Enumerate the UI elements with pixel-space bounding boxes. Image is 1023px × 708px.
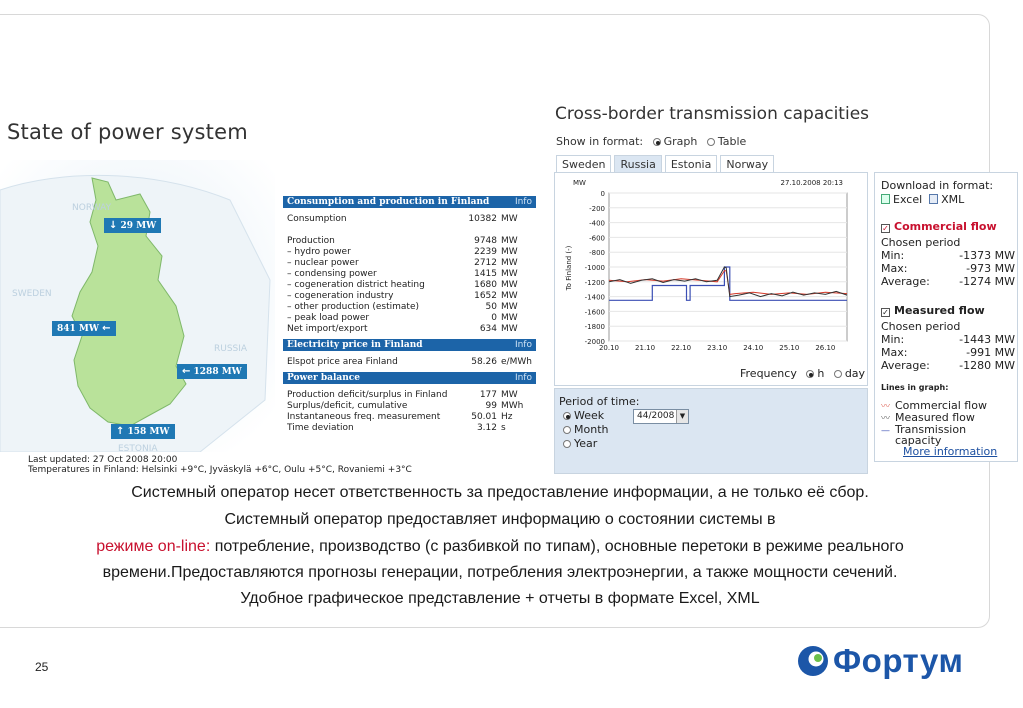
flow-value-sweden: 841 MW	[57, 324, 99, 334]
flow-value-norway: 29 MW	[120, 221, 157, 231]
table-section-title: Consumption and production in Finland	[287, 197, 490, 207]
measured-max-value: -991 MW	[966, 346, 1015, 359]
table-cell-label: – nuclear power	[287, 258, 359, 268]
fortum-logo	[795, 642, 963, 680]
table-cell-unit	[497, 225, 535, 236]
graph-panel	[554, 172, 868, 386]
frequency-label: Frequency	[740, 367, 797, 380]
table-row	[283, 357, 536, 368]
black-line-icon: 〰	[881, 414, 891, 424]
table-cell-value: 2239	[474, 247, 497, 257]
info-link[interactable]: Info	[514, 373, 532, 383]
freq-day-label[interactable]: day	[844, 367, 866, 380]
freq-day-radio[interactable]	[834, 370, 842, 378]
tab-russia[interactable]: Russia	[614, 155, 661, 172]
table-row	[283, 412, 536, 423]
xml-file-icon[interactable]	[929, 194, 938, 204]
commercial-min-value: -1373 MW	[959, 249, 1015, 262]
table-cell-unit: MW	[501, 313, 518, 323]
y-tick-label: -200	[589, 204, 605, 213]
legend-capacity-label-1: Transmission	[895, 423, 967, 436]
table-row	[283, 423, 536, 434]
y-tick-label: -1200	[584, 278, 605, 287]
fortum-logo-text: Фортум	[833, 642, 964, 679]
table-cell-label: Surplus/deficit, cumulative	[287, 401, 408, 411]
table-cell-label: Net import/export	[287, 324, 368, 334]
table-cell-label: Production	[287, 236, 335, 246]
commercial-min-row	[881, 249, 1015, 262]
download-xml-link[interactable]: XML	[941, 193, 965, 206]
table-row	[283, 247, 536, 258]
format-graph-radio[interactable]	[653, 138, 661, 146]
table-row	[283, 280, 536, 291]
y-tick-label: -800	[589, 249, 605, 258]
flow-badge-estonia	[111, 424, 175, 439]
period-week-radio[interactable]	[563, 412, 571, 420]
table-cell-unit: MW	[501, 291, 518, 301]
period-panel	[554, 388, 868, 474]
checkbox-checked-icon[interactable]: ✓	[882, 308, 889, 317]
table-cell-label: Instantaneous freq. measurement	[287, 412, 441, 422]
table-cell-unit: s	[501, 423, 506, 433]
commercial-avg-row	[881, 275, 1015, 288]
x-tick-label: 20.10	[598, 344, 620, 352]
table-cell-label: – cogeneration industry	[287, 291, 394, 301]
arrow-down-icon: ↓	[109, 220, 118, 231]
period-year-radio[interactable]	[563, 440, 571, 448]
period-month-radio[interactable]	[563, 426, 571, 434]
table-row	[283, 302, 536, 313]
table-cell-value: 1680	[474, 280, 497, 290]
x-tick-label: 21.10	[635, 344, 656, 352]
slide-text-line-5: Удобное графическое представление + отчеты в формате Excel, XML	[240, 590, 760, 607]
table-row	[283, 225, 536, 236]
frequency-row	[740, 367, 865, 380]
excel-file-icon[interactable]	[881, 194, 890, 204]
legend-measured-label: Measured flow	[895, 411, 975, 424]
table-cell-value: 9748	[474, 236, 497, 246]
table-row	[283, 269, 536, 280]
map-label-russia: RUSSIA	[214, 344, 248, 354]
country-tabs	[556, 155, 774, 172]
info-link[interactable]: Info	[514, 340, 532, 350]
period-year-option[interactable]	[557, 437, 597, 450]
measured-avg-row	[881, 359, 1015, 372]
slide-text-line-3-rest: потребление, производство (с разбивкой по типам), основные перетоки в режиме реального	[210, 538, 904, 555]
table-cell-unit: MW	[501, 214, 518, 224]
y-tick-label: -600	[589, 234, 605, 243]
measured-min-row	[881, 333, 1015, 346]
x-tick-label: 25.10	[779, 344, 800, 352]
lines-in-graph-title: Lines in graph:	[881, 383, 949, 392]
table-row	[283, 324, 536, 335]
arrow-left-icon: ←	[102, 323, 111, 334]
measured-flow-label[interactable]: Measured flow	[894, 304, 985, 317]
y-tick-label: -2000	[584, 338, 605, 346]
table-cell-unit: MW	[501, 247, 518, 257]
y-tick-label: -1000	[584, 264, 605, 272]
temperatures-text: Temperatures in Finland: Helsinki +9°C, Jyväskylä +6°C, Oulu +5°C, Rovaniemi +3°C	[28, 465, 412, 475]
table-row	[283, 258, 536, 269]
slide-text-line-3	[20, 538, 980, 556]
page-number: 25	[35, 660, 49, 674]
table-cell-value: 0	[491, 313, 497, 323]
table-cell-value: 177	[479, 390, 497, 400]
table-cell-label: – condensing power	[287, 269, 377, 279]
map-label-sweden: SWEDEN	[12, 289, 52, 299]
table-cell-label: Elspot price area Finland	[287, 357, 398, 367]
period-week-label[interactable]: Week	[574, 409, 605, 422]
table-cell-unit: MW	[501, 390, 518, 400]
download-excel-link[interactable]: Excel	[893, 193, 923, 206]
table-section-title: Electricity price in Finland	[287, 340, 423, 350]
arrow-left-icon: ←	[182, 366, 191, 377]
table-row	[283, 401, 536, 412]
table-row	[283, 390, 536, 401]
table-cell-value: 1415	[474, 269, 497, 279]
table-cell-unit: MWh	[501, 401, 524, 411]
last-updated-text: Last updated: 27 Oct 2008 20:00	[28, 455, 178, 465]
measured-min-value: -1443 MW	[959, 333, 1015, 346]
commercial-max-value: -973 MW	[966, 262, 1015, 275]
table-cell-value: 634	[479, 324, 497, 334]
x-tick-label: 24.10	[743, 344, 764, 352]
min-label: Min:	[881, 249, 905, 262]
flow-badge-russia	[177, 364, 247, 379]
measured-avg-value: -1280 MW	[959, 359, 1015, 372]
table-cell-unit: MW	[501, 258, 518, 268]
measured-max-row	[881, 346, 1015, 359]
week-select[interactable]	[633, 409, 689, 424]
y-unit-label: MW	[573, 179, 586, 187]
table-cell-label: – peak load power	[287, 313, 370, 323]
commercial-flow-toggle[interactable]	[881, 220, 997, 233]
table-section-header	[283, 372, 536, 384]
table-cell-unit: MW	[501, 236, 518, 246]
table-cell-unit: MW	[501, 269, 518, 279]
table-cell-unit: MW	[501, 280, 518, 290]
period-month-option[interactable]	[557, 423, 608, 436]
commercial-chosen-period: Chosen period	[881, 236, 961, 249]
format-table-radio[interactable]	[707, 138, 715, 146]
online-accent-text: режиме on-line:	[96, 538, 211, 555]
period-title: Period of time:	[559, 395, 640, 408]
max-label: Max:	[881, 346, 908, 359]
slide-text-line-2: Системный оператор предоставляет информацию о состоянии системы в	[224, 511, 776, 528]
fortum-logo-icon	[795, 643, 831, 679]
x-tick-label: 22.10	[671, 344, 692, 352]
power-data-table	[283, 196, 536, 438]
format-table-label[interactable]: Table	[717, 135, 747, 148]
tab-sweden[interactable]: Sweden	[556, 155, 611, 172]
table-cell-label: Consumption	[287, 214, 347, 224]
table-cell-value: 58.26	[471, 357, 497, 367]
table-row	[283, 313, 536, 324]
table-cell-value: 3.12	[476, 423, 497, 433]
more-information-link[interactable]: More information	[903, 445, 998, 458]
slide-text-line-1: Системный оператор несет ответственность за предоставление информации, а не только её сбор.	[131, 484, 869, 501]
avg-label: Average:	[881, 359, 930, 372]
format-graph-label[interactable]: Graph	[663, 135, 698, 148]
table-cell-unit: Hz	[501, 412, 513, 422]
arrow-up-icon: ↑	[116, 426, 125, 437]
show-format-label: Show in format:	[556, 135, 644, 148]
map-label-norway: NORWAY	[72, 203, 112, 213]
table-cell-label: Time deviation	[287, 423, 354, 433]
period-week-option[interactable]	[557, 409, 604, 422]
tab-norway[interactable]: Norway	[720, 155, 774, 172]
download-label: Download in format:	[881, 179, 994, 192]
y-tick-label: -1600	[584, 308, 605, 317]
period-month-label[interactable]: Month	[574, 423, 609, 436]
table-row	[283, 214, 536, 225]
flow-badge-norway	[104, 218, 161, 233]
table-section-header	[283, 339, 536, 351]
table-cell-label: – hydro power	[287, 247, 351, 257]
table-cell-label: Production deficit/surplus in Finland	[287, 390, 448, 400]
tab-estonia[interactable]: Estonia	[665, 155, 718, 172]
y-axis-label: To Finland (-)	[565, 245, 573, 291]
y-tick-label: -1400	[584, 293, 605, 302]
max-label: Max:	[881, 262, 908, 275]
table-row	[283, 236, 536, 247]
table-cell-value: 50	[485, 302, 497, 312]
finland-map	[0, 160, 275, 452]
table-cell-value: 99	[485, 401, 497, 411]
table-cell-value: 2712	[474, 258, 497, 268]
flow-value-russia: 1288 MW	[193, 367, 242, 377]
chart-timestamp: 27.10.2008 20:13	[780, 179, 843, 187]
y-tick-label: 0	[600, 190, 605, 198]
freq-hour-radio[interactable]	[806, 370, 814, 378]
flow-value-estonia: 158 MW	[127, 427, 170, 437]
blue-line-icon: —	[881, 426, 890, 436]
table-cell-unit: MW	[501, 324, 518, 334]
measured-flow-toggle[interactable]	[881, 304, 985, 317]
table-section-header	[283, 196, 536, 208]
table-row	[283, 291, 536, 302]
checkbox-checked-icon[interactable]: ✓	[882, 224, 889, 233]
x-tick-label: 23.10	[707, 344, 728, 352]
red-line-icon: 〰	[881, 402, 891, 412]
y-tick-label: -1800	[584, 323, 605, 332]
table-cell-label: – other production (estimate)	[287, 302, 420, 312]
cross-border-title: Cross-border transmission capacities	[555, 104, 870, 124]
table-cell-label: – cogeneration district heating	[287, 280, 425, 290]
table-section-title: Power balance	[287, 373, 361, 383]
measured-chosen-period: Chosen period	[881, 320, 961, 333]
download-links	[881, 193, 964, 206]
table-cell-value: 1652	[474, 291, 497, 301]
table-cell-value: 50.01	[471, 412, 497, 422]
show-format-row	[556, 135, 746, 148]
chevron-down-icon[interactable]: ▼	[676, 410, 688, 423]
state-title: State of power system	[7, 120, 248, 144]
avg-label: Average:	[881, 275, 930, 288]
last-updated	[28, 455, 412, 475]
table-cell-unit: MW	[501, 302, 518, 312]
x-tick-label: 26.10	[815, 344, 836, 352]
info-link[interactable]: Info	[514, 197, 532, 207]
flow-badge-sweden	[52, 321, 116, 336]
table-cell-unit: e/MWh	[501, 357, 532, 367]
map-label-estonia: ESTONIA	[118, 444, 158, 452]
table-cell-value	[452, 225, 497, 236]
y-tick-label: -400	[589, 219, 605, 228]
commercial-flow-label[interactable]: Commercial flow	[894, 220, 997, 233]
commercial-avg-value: -1274 MW	[959, 275, 1015, 288]
slide-text-line-4: времени.Предоставляются прогнозы генерации, потребления электроэнергии, а также мощности сечений.	[102, 564, 898, 581]
week-select-value: 44/2008	[637, 411, 675, 421]
commercial-max-row	[881, 262, 1015, 275]
transmission-chart	[555, 173, 867, 363]
table-cell-value: 10382	[468, 214, 497, 224]
freq-hour-label[interactable]: h	[817, 367, 825, 380]
legend-capacity-label-2: capacity	[895, 434, 942, 447]
legend-commercial-label: Commercial flow	[895, 399, 987, 412]
min-label: Min:	[881, 333, 905, 346]
download-stats-panel	[874, 172, 1018, 462]
period-year-label[interactable]: Year	[574, 437, 598, 450]
table-cell-label	[287, 225, 452, 236]
